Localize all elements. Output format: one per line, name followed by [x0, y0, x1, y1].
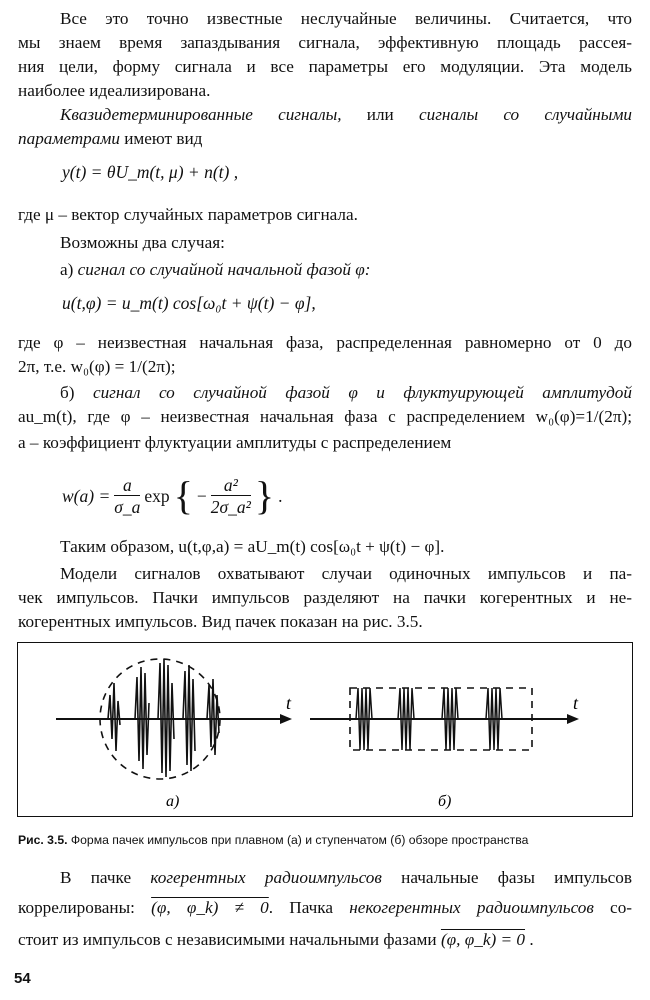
corr-nonzero: (φ, φ_k) ≠ 0: [151, 898, 269, 917]
eq3-inner-num: a²: [211, 475, 251, 496]
text-line: наиболее идеализирована.: [18, 81, 211, 100]
brace-right: }: [254, 473, 275, 518]
eq3-inner-den: 2σ_a²: [210, 496, 251, 517]
text-span: со-: [593, 898, 633, 917]
text-line: где μ – вектор случайных параметров сигнала.: [18, 205, 358, 224]
corr-zero: (φ, φ_k) = 0: [440, 930, 526, 949]
text-span: а): [60, 260, 78, 279]
text-line: [60, 867, 632, 889]
pulse-a5: [207, 679, 219, 755]
term-random-params: сигналы со случайными: [418, 105, 633, 124]
text-span: стоит из импульсов с независимыми начальными фазами: [18, 930, 441, 949]
text-span: .: [525, 930, 534, 949]
figure-svg: [18, 643, 631, 815]
text-line: Все это точно известные неслучайные величины. Считается, что: [60, 9, 632, 28]
text-span: начальные фазы импульсов: [381, 868, 632, 887]
text-line: где φ – неизвестная начальная фаза, распределенная равномерно от 0 до: [18, 333, 632, 352]
equation-text: u(t,φ) = u_m(t) cos[ω₀t + ψ(t) − φ],: [62, 293, 316, 313]
text-line: [60, 259, 632, 281]
t-label-a: t: [286, 693, 292, 713]
text-span: . Пачка: [268, 898, 350, 917]
text-line: мы знаем время запаздывания сигнала, эффективную площадь рассея-: [18, 33, 632, 52]
equation-3: [62, 466, 282, 526]
text-line: [18, 897, 632, 919]
text-line: Таким образом, u(t,φ,a) = aU_m(t) cos[ω₀t + ψ(t) − φ].: [60, 537, 445, 556]
arrow-a: [280, 714, 292, 724]
text-line: [18, 929, 632, 951]
t-label-b: t: [573, 693, 579, 713]
text-line: Возможны два случая:: [60, 233, 225, 252]
equation-1: [62, 162, 238, 183]
arrow-b: [567, 714, 579, 724]
term-noncoherent: некогерентных радиоимпульсов: [349, 898, 594, 917]
eq3-den: σ_a: [114, 496, 141, 517]
eq3-inner-fraction: [211, 475, 251, 518]
text-line: чек импульсов. Пачки импульсов разделяют на пачки когерентных и не-: [18, 588, 632, 607]
text-span: имеют вид: [119, 129, 203, 148]
subfig-label-a: а): [166, 793, 180, 810]
text-line: ния цели, форму сигнала и все параметры его модуляции. Эта модель: [18, 57, 632, 76]
period: .: [278, 485, 283, 506]
equation-text: y(t) = θU_m(t, μ) + n(t) ,: [62, 162, 239, 182]
text-line: au_m(t), где φ – неизвестная начальная фаза с распределением w₀(φ)=1/(2π);: [18, 407, 632, 426]
eq3-num: a: [114, 475, 140, 496]
eq3-exp: exp: [144, 485, 170, 506]
text-line: [18, 128, 632, 150]
eq3-fraction: [114, 475, 140, 518]
text-line: когерентных импульсов. Вид пачек показан на рис. 3.5.: [18, 612, 423, 631]
text-line: [60, 104, 632, 126]
text-line: Модели сигналов охватывают случаи одиночных импульсов и па-: [60, 564, 632, 583]
figure-3-5: [17, 642, 633, 817]
term-params: параметрами: [18, 129, 120, 148]
text-span: б): [60, 383, 93, 402]
eq3-lhs: w(a) =: [62, 485, 111, 506]
caption-label: Рис. 3.5.: [18, 833, 68, 847]
term-quasi: Квазидетерминированные сигналы,: [60, 105, 342, 124]
text-line: 2π, т.е. w₀(φ) = 1/(2π);: [18, 357, 176, 376]
pulse-a1: [108, 683, 120, 751]
term-coherent: когерентных радиоимпульсов: [150, 868, 382, 887]
text-line: a – коэффициент флуктуации амплитуды с распределением: [18, 433, 452, 452]
text-span: или: [341, 105, 419, 124]
brace-left: {: [173, 473, 193, 518]
subfig-label-b: б): [438, 793, 452, 810]
minus-sign: −: [196, 485, 207, 506]
term-random-phase: сигнал со случайной начальной фазой φ:: [77, 260, 371, 279]
text-span: В пачке: [60, 868, 151, 887]
caption-text: Форма пачек импульсов при плавном (а) и ступенчатом (б) обзоре пространства: [67, 833, 529, 847]
term-fluct: сигнал со случайной фазой φ и флуктуирующей амплитудой: [92, 383, 632, 402]
page-number: 54: [14, 970, 31, 987]
figure-caption: [18, 833, 638, 847]
text-line: [60, 382, 632, 404]
text-span: коррелированы:: [18, 898, 152, 917]
equation-2: [62, 293, 316, 314]
